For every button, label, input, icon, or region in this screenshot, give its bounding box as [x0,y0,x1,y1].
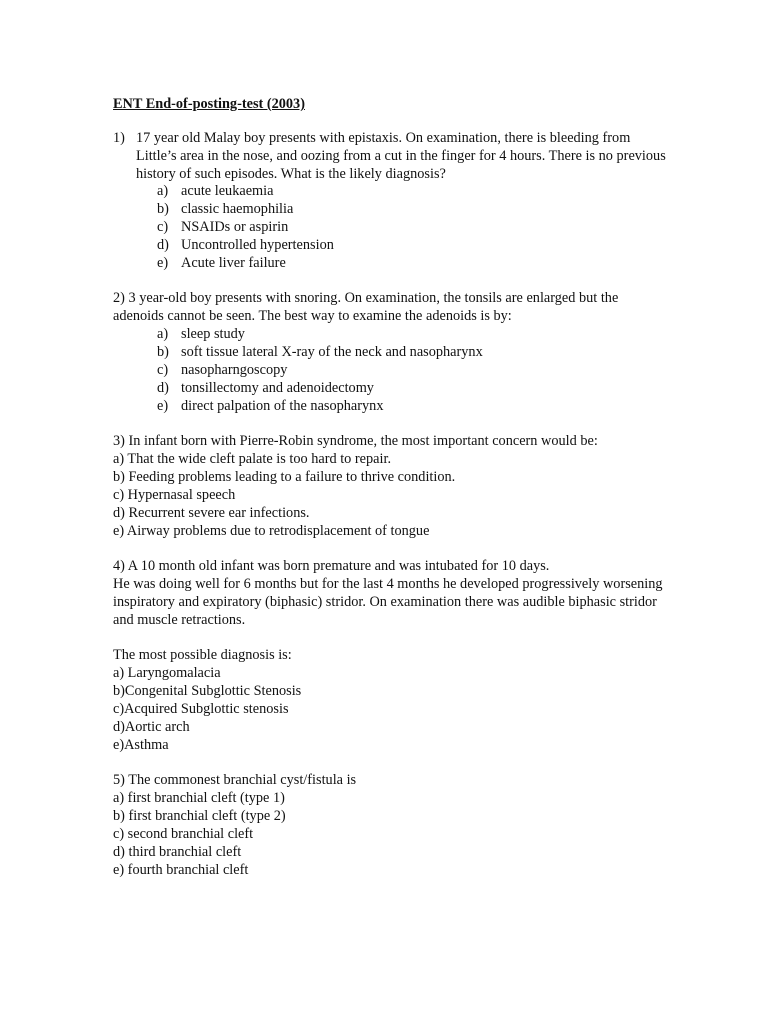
question-1-stem-line: Little’s area in the nose, and oozing from a cut in the finger for 4 hours. There is no previous [136,148,666,164]
question-4-stem-line: and muscle retractions. [113,612,246,628]
option-line: d)Aortic arch [113,719,190,735]
option-line: b)Congenital Subglottic Stenosis [113,683,302,699]
option-line: e) fourth branchial cleft [113,862,249,878]
option-line: d) third branchial cleft [113,844,242,860]
option-line: a) first branchial cleft (type 1) [113,790,285,806]
option-letter: b) [157,201,169,217]
option-text: NSAIDs or aspirin [181,219,289,235]
page-title: ENT End-of-posting-test (2003) [113,96,305,112]
option-line: c)Acquired Subglottic stenosis [113,701,289,717]
option-line: e)Asthma [113,737,169,753]
option-text: tonsillectomy and adenoidectomy [181,380,374,396]
option-letter: a) [157,183,169,199]
option-text: soft tissue lateral X-ray of the neck and nasopharynx [181,344,483,360]
option-line: b) Feeding problems leading to a failure to thrive condition. [113,469,456,485]
question-4-stem-line: 4) A 10 month old infant was born premature and was intubated for 10 days. [113,558,550,574]
option-line: c) Hypernasal speech [113,487,236,503]
option-letter: c) [157,362,169,378]
option-text: sleep study [181,326,245,342]
option-text: classic haemophilia [181,201,294,217]
option-line: a) That the wide cleft palate is too hard to repair. [113,451,392,467]
question-3-stem: 3) In infant born with Pierre-Robin syndrome, the most important concern would be: [113,433,598,449]
option-text: nasopharngoscopy [181,362,288,378]
question-2-stem-line: 2) 3 year-old boy presents with snoring. On examination, the tonsils are enlarged but the [113,290,619,306]
option-letter: a) [157,326,169,342]
question-1-stem-line: 17 year old Malay boy presents with epistaxis. On examination, there is bleeding from [136,130,631,146]
option-letter: b) [157,344,169,360]
option-line: a) Laryngomalacia [113,665,221,681]
question-2-stem-line: adenoids cannot be seen. The best way to examine the adenoids is by: [113,308,512,324]
option-line: d) Recurrent severe ear infections. [113,505,310,521]
option-letter: e) [157,255,169,271]
option-letter: d) [157,380,169,396]
option-line: c) second branchial cleft [113,826,254,842]
question-5-stem: 5) The commonest branchial cyst/fistula is [113,772,357,788]
question-4-stem-line: He was doing well for 6 months but for the last 4 months he developed progressively worsening [113,576,663,592]
option-text: Acute liver failure [181,255,286,271]
option-line: b) first branchial cleft (type 2) [113,808,286,824]
option-text: Uncontrolled hypertension [181,237,334,253]
option-text: direct palpation of the nasopharynx [181,398,384,414]
question-1-stem-line: history of such episodes. What is the likely diagnosis? [136,166,446,182]
option-letter: e) [157,398,169,414]
option-letter: c) [157,219,169,235]
question-1-number: 1) [113,130,125,146]
question-4-prompt: The most possible diagnosis is: [113,647,292,663]
option-line: e) Airway problems due to retrodisplacement of tongue [113,523,430,539]
option-text: acute leukaemia [181,183,274,199]
option-letter: d) [157,237,169,253]
question-4-stem-line: inspiratory and expiratory (biphasic) stridor. On examination there was audible biphasic stridor [113,594,657,610]
